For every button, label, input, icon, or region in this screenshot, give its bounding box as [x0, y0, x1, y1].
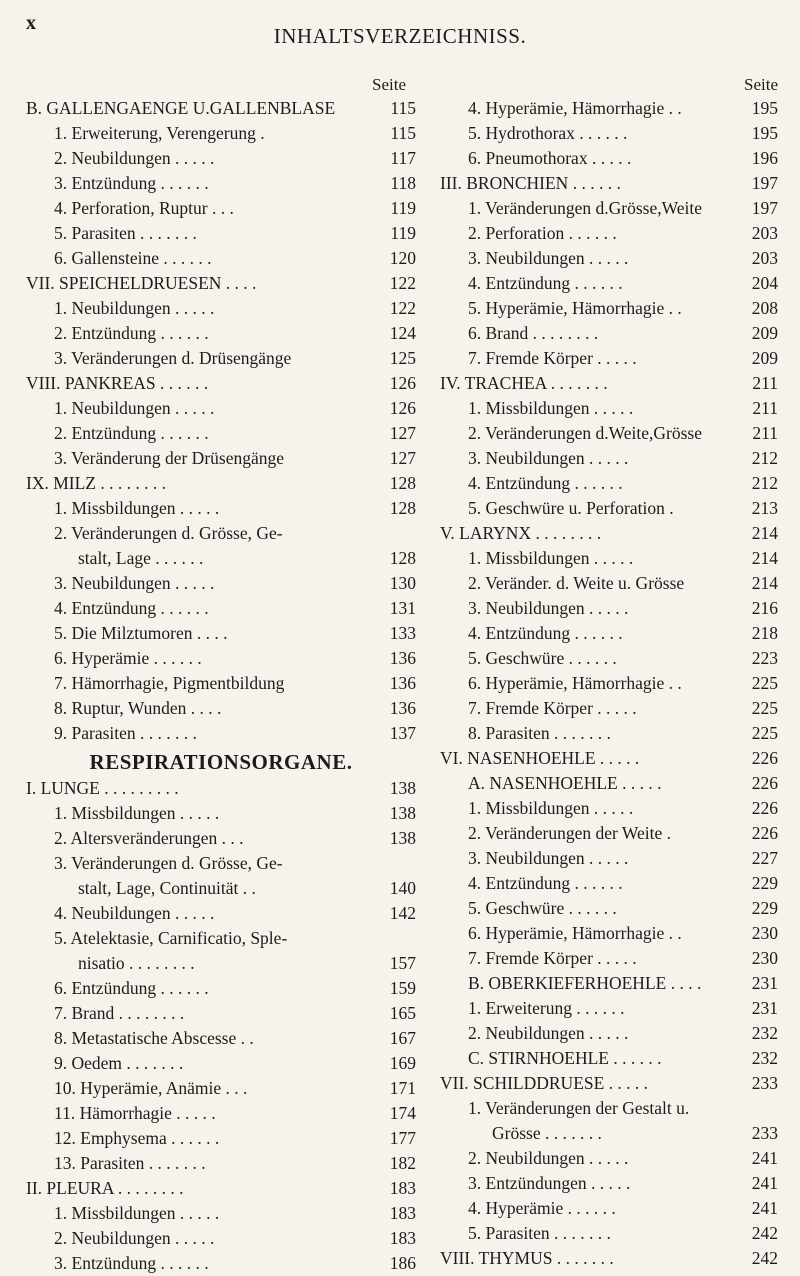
toc-entry-page: 167	[389, 1028, 416, 1048]
toc-entry-label: 4. Hyperämie . . . . . .	[468, 1198, 616, 1218]
toc-entry	[440, 646, 778, 671]
toc-entry	[26, 951, 416, 976]
toc-entry-label: 2. Entzündung . . . . . .	[54, 423, 209, 443]
toc-entry	[26, 196, 416, 221]
toc-entry-page: 140	[389, 878, 416, 898]
toc-entry-label: 7. Brand . . . . . . . .	[54, 1003, 185, 1023]
toc-entry-page: 126	[389, 373, 416, 393]
toc-entry-page: 241	[751, 1173, 778, 1193]
toc-entry-page: 212	[751, 448, 778, 468]
toc-entry	[26, 421, 416, 446]
toc-entry-page: 195	[751, 98, 778, 118]
toc-entry	[26, 1101, 416, 1126]
toc-entry	[440, 1046, 778, 1071]
toc-entry-page: 209	[751, 348, 778, 368]
toc-entry	[26, 826, 416, 851]
toc-entry	[26, 171, 416, 196]
toc-entry-page: 136	[389, 698, 416, 718]
toc-entry-label: 3. Neubildungen . . . . .	[468, 448, 629, 468]
toc-entry-label: 2. Entzündung . . . . . .	[54, 323, 209, 343]
toc-entry-page: 229	[751, 898, 778, 918]
toc-entry-label: 2. Neubildungen . . . . .	[468, 1023, 629, 1043]
toc-entry-page: 138	[389, 778, 416, 798]
toc-entry-label: V. LARYNX . . . . . . . .	[440, 523, 602, 543]
toc-entry-label: 7. Fremde Körper . . . . .	[468, 348, 637, 368]
toc-entry-label: 7. Fremde Körper . . . . .	[468, 698, 637, 718]
toc-entry-label: VIII. PANKREAS . . . . . .	[26, 373, 209, 393]
toc-entry-page: 203	[751, 223, 778, 243]
toc-entry-label: 3. Entzündung . . . . . .	[54, 1253, 209, 1273]
toc-entry-page: 208	[751, 298, 778, 318]
toc-entry	[440, 1196, 778, 1221]
page-number: x	[26, 12, 36, 34]
toc-entry	[440, 846, 778, 871]
toc-entry-label: 3. Neubildungen . . . . .	[468, 248, 629, 268]
toc-entry-label: 5. Geschwüre . . . . . .	[468, 648, 617, 668]
toc-entry-label: B. OBERKIEFERHOEHLE . . . .	[468, 973, 702, 993]
toc-section-entry	[26, 96, 416, 121]
toc-entry-page: 183	[389, 1203, 416, 1223]
toc-entry-page: 182	[389, 1153, 416, 1173]
toc-entry-label: 1. Missbildungen . . . . .	[468, 548, 634, 568]
toc-entry-page: 203	[751, 248, 778, 268]
toc-entry	[26, 296, 416, 321]
toc-entry-label: VI. NASENHOEHLE . . . . .	[440, 748, 640, 768]
toc-entry-page: 124	[389, 323, 416, 343]
toc-entry	[440, 196, 778, 221]
toc-entry-page: 223	[751, 648, 778, 668]
toc-entry	[26, 851, 416, 876]
toc-entry	[26, 646, 416, 671]
toc-entry	[26, 396, 416, 421]
toc-entry-page: 122	[389, 273, 416, 293]
toc-entry-page: 165	[389, 1003, 416, 1023]
toc-entry	[440, 596, 778, 621]
toc-section-entry	[440, 521, 778, 546]
toc-entry-page: 115	[390, 98, 416, 118]
toc-entry-label: 6. Gallensteine . . . . . .	[54, 248, 212, 268]
toc-entry-label: 6. Hyperämie, Hämorrhagie . .	[468, 673, 682, 693]
toc-section-entry	[26, 471, 416, 496]
toc-entry-label: B. GALLENGAENGE U.GALLENBLASE	[26, 98, 336, 118]
toc-entry-label: 6. Pneumothorax . . . . .	[468, 148, 632, 168]
toc-list-left	[26, 96, 416, 1276]
toc-entry-label: 7. Hämorrhagie, Pigmentbildung	[54, 673, 285, 693]
toc-entry	[440, 1221, 778, 1246]
toc-entry-label: 5. Atelektasie, Carnificatio, Sple-	[54, 928, 288, 948]
toc-entry	[26, 571, 416, 596]
toc-entry-page: 183	[389, 1178, 416, 1198]
toc-entry-label: 7. Fremde Körper . . . . .	[468, 948, 637, 968]
toc-entry-label: VII. SPEICHELDRUESEN . . . .	[26, 273, 257, 293]
toc-entry-label: 8. Parasiten . . . . . . .	[468, 723, 611, 743]
toc-entry-label: 3. Veränderungen d. Grösse, Ge-	[54, 853, 283, 873]
toc-entry-label: stalt, Lage, Continuität . .	[78, 878, 256, 898]
toc-section-entry	[440, 1246, 778, 1271]
toc-entry-label: 8. Ruptur, Wunden . . . .	[54, 698, 222, 718]
toc-entry	[440, 1021, 778, 1046]
toc-entry	[26, 1151, 416, 1176]
toc-entry-label: 8. Metastatische Abscesse . .	[54, 1028, 254, 1048]
toc-entry-page: 229	[751, 873, 778, 893]
toc-entry	[440, 871, 778, 896]
toc-entry-label: 2. Neubildungen . . . . .	[54, 148, 215, 168]
toc-entry	[26, 446, 416, 471]
toc-entry	[440, 771, 778, 796]
toc-entry	[440, 821, 778, 846]
toc-entry-label: II. PLEURA . . . . . . . .	[26, 1178, 184, 1198]
toc-section-entry	[26, 776, 416, 801]
toc-entry-label: 4. Entzündung . . . . . .	[468, 873, 623, 893]
toc-entry	[440, 296, 778, 321]
toc-entry-label: 4. Entzündung . . . . . .	[468, 623, 623, 643]
toc-entry-page: 117	[390, 148, 416, 168]
toc-entry-label: 1. Erweiterung . . . . . .	[468, 998, 625, 1018]
toc-section-entry	[440, 171, 778, 196]
toc-entry-page: 142	[389, 903, 416, 923]
toc-entry-label: III. BRONCHIEN . . . . . .	[440, 173, 621, 193]
toc-entry	[440, 1121, 778, 1146]
toc-entry-page: 136	[389, 673, 416, 693]
toc-entry-label: 13. Parasiten . . . . . . .	[54, 1153, 206, 1173]
toc-entry-label: 4. Entzündung . . . . . .	[54, 598, 209, 618]
toc-entry-page: 231	[751, 973, 778, 993]
toc-entry	[26, 976, 416, 1001]
toc-entry-label: 6. Entzündung . . . . . .	[54, 978, 209, 998]
toc-entry-page: 183	[389, 1228, 416, 1248]
toc-entry-label: 3. Entzündungen . . . . .	[468, 1173, 631, 1193]
toc-entry-label: 3. Neubildungen . . . . .	[54, 573, 215, 593]
toc-entry-label: 2. Altersveränderungen . . .	[54, 828, 244, 848]
toc-entry-label: A. NASENHOEHLE . . . . .	[468, 773, 662, 793]
toc-entry-label: 6. Brand . . . . . . . .	[468, 323, 599, 343]
toc-entry-page: 242	[751, 1223, 778, 1243]
toc-entry-label: 11. Hämorrhagie . . . . .	[54, 1103, 216, 1123]
toc-entry-label: 3. Veränderungen d. Drüsengänge	[54, 348, 292, 368]
toc-entry-label: 2. Neubildungen . . . . .	[54, 1228, 215, 1248]
toc-entry-page: 212	[751, 473, 778, 493]
page-title: INHALTSVERZEICHNISS.	[273, 24, 527, 48]
toc-entry	[440, 671, 778, 696]
toc-entry-label: 2. Veränder. d. Weite u. Grösse	[468, 573, 685, 593]
toc-entry	[26, 1051, 416, 1076]
toc-entry-page: 195	[751, 123, 778, 143]
toc-entry	[440, 621, 778, 646]
toc-entry-page: 225	[751, 723, 778, 743]
toc-entry-page: 131	[389, 598, 416, 618]
toc-entry	[26, 321, 416, 346]
toc-entry-page: 242	[751, 1248, 778, 1268]
toc-entry	[440, 546, 778, 571]
toc-entry	[440, 221, 778, 246]
toc-entry-label: stalt, Lage . . . . . .	[78, 548, 204, 568]
toc-entry-page: 225	[751, 698, 778, 718]
toc-entry-label: 3. Entzündung . . . . . .	[54, 173, 209, 193]
toc-entry-label: I. LUNGE . . . . . . . . .	[26, 778, 179, 798]
toc-entry-label: 5. Parasiten . . . . . . .	[54, 223, 197, 243]
toc-entry-page: 119	[390, 198, 416, 218]
toc-entry	[26, 696, 416, 721]
toc-entry-label: 5. Geschwüre . . . . . .	[468, 898, 617, 918]
toc-entry-page: 197	[751, 198, 778, 218]
toc-entry	[26, 1251, 416, 1276]
toc-entry-page: 128	[389, 498, 416, 518]
toc-entry	[440, 496, 778, 521]
toc-entry-page: 231	[751, 998, 778, 1018]
toc-entry-label: 5. Parasiten . . . . . . .	[468, 1223, 611, 1243]
toc-entry	[26, 496, 416, 521]
toc-list-right	[440, 96, 778, 1271]
toc-entry-label: 2. Perforation . . . . . .	[468, 223, 617, 243]
toc-entry	[26, 346, 416, 371]
toc-section-entry	[26, 371, 416, 396]
toc-entry-page: 177	[389, 1128, 416, 1148]
toc-entry-page: 174	[389, 1103, 416, 1123]
toc-entry-label: 4. Hyperämie, Hämorrhagie . .	[468, 98, 682, 118]
toc-entry-page: 211	[752, 398, 778, 418]
toc-entry	[26, 1076, 416, 1101]
toc-entry-label: C. STIRNHOEHLE . . . . . .	[468, 1048, 662, 1068]
toc-entry-label: 3. Veränderung der Drüsengänge	[54, 448, 285, 468]
toc-entry-page: 171	[389, 1078, 416, 1098]
toc-entry-label: 2. Veränderungen d. Grösse, Ge-	[54, 523, 283, 543]
toc-entry-label: IV. TRACHEA . . . . . . .	[440, 373, 608, 393]
toc-entry-page: 138	[389, 828, 416, 848]
toc-entry-page: 213	[751, 498, 778, 518]
toc-entry-page: 214	[751, 548, 778, 568]
toc-entry	[26, 1001, 416, 1026]
toc-entry	[440, 971, 778, 996]
toc-entry-page: 232	[751, 1023, 778, 1043]
toc-entry	[440, 246, 778, 271]
toc-entry-page: 127	[389, 448, 416, 468]
section-heading: RESPIRATIONSORGANE.	[89, 750, 353, 774]
toc-entry-label: 4. Perforation, Ruptur . . .	[54, 198, 234, 218]
toc-entry-page: 128	[389, 473, 416, 493]
toc-entry-label: VIII. THYMUS . . . . . . .	[440, 1248, 614, 1268]
toc-section-entry	[26, 1176, 416, 1201]
toc-entry-label: 5. Die Milztumoren . . . .	[54, 623, 228, 643]
toc-entry	[440, 346, 778, 371]
toc-entry	[26, 876, 416, 901]
toc-entry	[26, 221, 416, 246]
toc-entry-page: 127	[389, 423, 416, 443]
toc-entry-page: 233	[751, 1073, 778, 1093]
toc-entry	[440, 396, 778, 421]
toc-entry-page: 186	[389, 1253, 416, 1273]
toc-entry-page: 226	[751, 823, 778, 843]
toc-entry	[440, 696, 778, 721]
toc-entry-page: 136	[389, 648, 416, 668]
toc-entry-label: 3. Neubildungen . . . . .	[468, 848, 629, 868]
toc-entry	[26, 671, 416, 696]
toc-entry	[26, 1201, 416, 1226]
toc-entry	[26, 1226, 416, 1251]
toc-column-left	[26, 74, 416, 1276]
toc-entry	[440, 421, 778, 446]
toc-entry	[26, 596, 416, 621]
toc-entry	[26, 721, 416, 746]
toc-entry-page: 119	[390, 223, 416, 243]
toc-entry-page: 126	[389, 398, 416, 418]
toc-entry-label: VII. SCHILDDRUESE . . . . .	[440, 1073, 649, 1093]
toc-section-entry	[440, 371, 778, 396]
toc-entry-label: 1. Erweiterung, Verengerung .	[54, 123, 265, 143]
toc-entry	[26, 926, 416, 951]
toc-entry-page: 226	[751, 748, 778, 768]
toc-entry	[440, 921, 778, 946]
toc-entry-label: Grösse . . . . . . .	[492, 1123, 602, 1143]
toc-entry-label: 2. Veränderungen der Weite .	[468, 823, 672, 843]
toc-entry-page: 128	[389, 548, 416, 568]
toc-entry-page: 196	[751, 148, 778, 168]
toc-entry	[440, 796, 778, 821]
toc-entry-label: 10. Hyperämie, Anämie . . .	[54, 1078, 248, 1098]
toc-entry	[440, 96, 778, 121]
toc-entry-page: 211	[752, 423, 778, 443]
toc-entry-page: 233	[751, 1123, 778, 1143]
toc-entry-label: 1. Neubildungen . . . . .	[54, 398, 215, 418]
toc-entry-page: 225	[751, 673, 778, 693]
toc-entry	[26, 1026, 416, 1051]
toc-entry-page: 230	[751, 923, 778, 943]
toc-section-entry	[440, 746, 778, 771]
toc-entry-label: 4. Neubildungen . . . . .	[54, 903, 215, 923]
toc-entry-page: 214	[751, 573, 778, 593]
toc-entry-label: 5. Hydrothorax . . . . . .	[468, 123, 628, 143]
toc-entry-page: 232	[751, 1048, 778, 1068]
toc-entry	[440, 1096, 778, 1121]
toc-entry-label: 5. Hyperämie, Hämorrhagie . .	[468, 298, 682, 318]
toc-entry	[26, 246, 416, 271]
toc-entry-page: 226	[751, 798, 778, 818]
toc-entry-page: 138	[389, 803, 416, 823]
toc-entry-label: 2. Neubildungen . . . . .	[468, 1148, 629, 1168]
toc-entry-label: 1. Missbildungen . . . . .	[54, 498, 220, 518]
toc-entry	[440, 1146, 778, 1171]
toc-entry	[440, 1171, 778, 1196]
toc-entry	[26, 521, 416, 546]
toc-entry-label: 1. Veränderungen d.Grösse,Weite	[468, 198, 702, 218]
toc-entry-label: 1. Missbildungen . . . . .	[468, 798, 634, 818]
toc-entry	[440, 121, 778, 146]
toc-entry	[26, 801, 416, 826]
toc-entry	[440, 321, 778, 346]
toc-entry	[440, 996, 778, 1021]
toc-entry-page: 226	[751, 773, 778, 793]
toc-entry	[440, 471, 778, 496]
toc-entry-page: 218	[751, 623, 778, 643]
toc-entry-page: 159	[389, 978, 416, 998]
toc-entry	[26, 121, 416, 146]
toc-entry-label: 5. Geschwüre u. Perforation .	[468, 498, 674, 518]
toc-entry-page: 130	[389, 573, 416, 593]
toc-entry	[440, 271, 778, 296]
toc-entry	[440, 571, 778, 596]
toc-entry	[26, 901, 416, 926]
toc-section-entry	[26, 271, 416, 296]
toc-section-entry	[440, 1071, 778, 1096]
toc-entry-label: nisatio . . . . . . . .	[78, 953, 195, 973]
toc-entry-page: 125	[389, 348, 416, 368]
toc-entry-label: 1. Missbildungen . . . . .	[54, 803, 220, 823]
toc-entry	[26, 1126, 416, 1151]
toc-entry-page: 137	[389, 723, 416, 743]
toc-column-right	[440, 74, 778, 1271]
toc-entry	[26, 546, 416, 571]
toc-entry	[440, 896, 778, 921]
toc-entry	[440, 146, 778, 171]
toc-entry-page: 230	[751, 948, 778, 968]
toc-entry-page: 115	[390, 123, 416, 143]
toc-entry-page: 216	[751, 598, 778, 618]
toc-entry-page: 227	[751, 848, 778, 868]
toc-entry-page: 169	[389, 1053, 416, 1073]
toc-entry-label: 4. Entzündung . . . . . .	[468, 273, 623, 293]
toc-entry	[440, 446, 778, 471]
toc-entry-label: IX. MILZ . . . . . . . .	[26, 473, 166, 493]
toc-entry-label: 9. Parasiten . . . . . . .	[54, 723, 197, 743]
seite-label: Seite	[372, 75, 406, 94]
toc-entry-page: 204	[751, 273, 778, 293]
toc-entry-label: 1. Neubildungen . . . . .	[54, 298, 215, 318]
toc-entry-label: 6. Hyperämie, Hämorrhagie . .	[468, 923, 682, 943]
toc-entry-page: 214	[751, 523, 778, 543]
toc-entry-page: 211	[752, 373, 778, 393]
toc-entry-page: 241	[751, 1148, 778, 1168]
toc-entry	[26, 621, 416, 646]
toc-entry-page: 118	[390, 173, 416, 193]
toc-entry-label: 3. Neubildungen . . . . .	[468, 598, 629, 618]
toc-entry-page: 241	[751, 1198, 778, 1218]
toc-entry	[26, 146, 416, 171]
toc-entry-label: 12. Emphysema . . . . . .	[54, 1128, 220, 1148]
toc-entry-label: 6. Hyperämie . . . . . .	[54, 648, 202, 668]
toc-entry-page: 120	[389, 248, 416, 268]
toc-entry-label: 1. Veränderungen der Gestalt u.	[468, 1098, 690, 1118]
toc-entry-page: 122	[389, 298, 416, 318]
toc-entry-page: 197	[751, 173, 778, 193]
toc-entry-label: 1. Missbildungen . . . . .	[468, 398, 634, 418]
toc-entry-page: 157	[389, 953, 416, 973]
toc-entry-label: 9. Oedem . . . . . . .	[54, 1053, 184, 1073]
toc-entry-label: 4. Entzündung . . . . . .	[468, 473, 623, 493]
toc-entry-page: 133	[389, 623, 416, 643]
toc-entry-label: 2. Veränderungen d.Weite,Grösse	[468, 423, 702, 443]
toc-entry-page: 209	[751, 323, 778, 343]
toc-entry-label: 1. Missbildungen . . . . .	[54, 1203, 220, 1223]
seite-label: Seite	[744, 75, 778, 94]
toc-entry	[440, 721, 778, 746]
toc-entry	[440, 946, 778, 971]
